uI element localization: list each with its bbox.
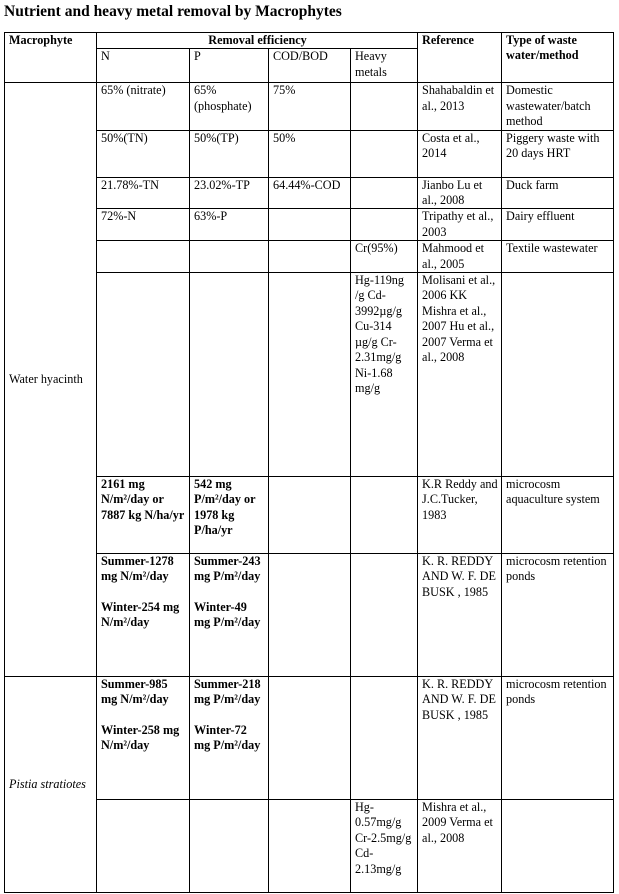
- cell-reference: Jianbo Lu et al., 2008: [418, 177, 502, 209]
- subheader-heavy-metals: Heavy metals: [351, 49, 418, 83]
- cell-type: [502, 800, 614, 893]
- summer-value: Summer-243 mg P/m²/day: [194, 554, 261, 584]
- cell-cod: 75%: [269, 83, 351, 130]
- cell-cod: [269, 800, 351, 893]
- cell-cod: 64.44%-COD: [269, 177, 351, 209]
- cell-cod: [269, 554, 351, 677]
- cell-p: 65% (phosphate): [190, 83, 269, 130]
- summer-value: Summer-985 mg N/m²/day: [101, 677, 169, 707]
- group-water-hyacinth: Water hyacinth: [5, 83, 97, 677]
- cell-p: 542 mg P/m²/day or 1978 kg P/ha/yr: [190, 477, 269, 554]
- cell-p: [190, 677, 269, 800]
- document-title: Nutrient and heavy metal removal by Macrophytes: [4, 3, 342, 20]
- cell-heavy: Hg-119ng /g Cd-3992µg/g Cu-314 µg/g Cr-2.31mg/g Ni-1.68 mg/g: [351, 273, 418, 477]
- cell-type: Piggery waste with 20 days HRT: [502, 130, 614, 177]
- cell-heavy: [351, 554, 418, 677]
- cell-reference: K.R Reddy and J.C.Tucker, 1983: [418, 477, 502, 554]
- group-pistia-stratiotes: Pistia stratiotes: [5, 677, 97, 893]
- cell-reference: Tripathy et al., 2003: [418, 209, 502, 241]
- cell-n: [97, 554, 190, 677]
- cell-reference: Costa et al., 2014: [418, 130, 502, 177]
- cell-p: [190, 800, 269, 893]
- table-row: [5, 477, 614, 554]
- header-macrophyte: Macrophyte: [5, 33, 97, 83]
- cell-type: microcosm retention ponds: [502, 677, 614, 800]
- cell-n: 21.78%-TN: [97, 177, 190, 209]
- cell-type: microcosm aquaculture system: [502, 477, 614, 554]
- cell-n: 72%-N: [97, 209, 190, 241]
- cell-type: Dairy effluent: [502, 209, 614, 241]
- cell-p: [190, 554, 269, 677]
- subheader-p: P: [190, 49, 269, 83]
- cell-heavy: [351, 477, 418, 554]
- table-row: [5, 677, 614, 800]
- table-row: [5, 209, 614, 241]
- cell-n: 50%(TN): [97, 130, 190, 177]
- cell-p: 50%(TP): [190, 130, 269, 177]
- cell-reference: Mishra et al., 2009 Verma et al., 2008: [418, 800, 502, 893]
- cell-n: 65% (nitrate): [97, 83, 190, 130]
- winter-value: Winter-72 mg P/m²/day: [194, 722, 261, 753]
- cell-n: [97, 800, 190, 893]
- cell-n: [97, 273, 190, 477]
- cell-type: Textile wastewater: [502, 241, 614, 273]
- cell-n: [97, 241, 190, 273]
- cell-n: 2161 mg N/m²/day or 7887 kg N/ha/yr: [97, 477, 190, 554]
- macrophyte-removal-table: [4, 32, 614, 893]
- cell-p: 63%-P: [190, 209, 269, 241]
- winter-value: Winter-49 mg P/m²/day: [194, 599, 261, 630]
- cell-p: 23.02%-TP: [190, 177, 269, 209]
- cell-heavy: Cr(95%): [351, 241, 418, 273]
- table-row: [5, 130, 614, 177]
- cell-cod: [269, 273, 351, 477]
- cell-cod: [269, 209, 351, 241]
- cell-cod: [269, 477, 351, 554]
- winter-value: Winter-254 mg N/m²/day: [101, 599, 180, 630]
- cell-cod: [269, 241, 351, 273]
- table-row: [5, 273, 614, 477]
- cell-heavy: [351, 677, 418, 800]
- cell-reference: Molisani et al., 2006 KK Mishra et al., 2007 Hu et al., 2007 Verma et al., 2008: [418, 273, 502, 477]
- cell-p: [190, 241, 269, 273]
- cell-heavy: [351, 209, 418, 241]
- cell-type: Duck farm: [502, 177, 614, 209]
- subheader-n: N: [97, 49, 190, 83]
- header-type-of-waste: Type of waste water/method: [502, 33, 614, 83]
- header-row: [5, 33, 614, 49]
- cell-cod: [269, 677, 351, 800]
- summer-value: Summer-218 mg P/m²/day: [194, 677, 261, 707]
- cell-type: [502, 273, 614, 477]
- table-row: [5, 554, 614, 677]
- summer-value: Summer-1278 mg N/m²/day: [101, 554, 174, 584]
- cell-reference: Mahmood et al., 2005: [418, 241, 502, 273]
- subheader-cod-bod: COD/BOD: [269, 49, 351, 83]
- cell-heavy: Hg-0.57mg/g Cr-2.5mg/g Cd-2.13mg/g: [351, 800, 418, 893]
- header-removal-efficiency: Removal efficiency: [97, 33, 418, 49]
- cell-type: Domestic wastewater/batch method: [502, 83, 614, 130]
- cell-type: microcosm retention ponds: [502, 554, 614, 677]
- cell-cod: 50%: [269, 130, 351, 177]
- cell-heavy: [351, 83, 418, 130]
- header-reference: Reference: [418, 33, 502, 83]
- cell-heavy: [351, 177, 418, 209]
- table-row: [5, 800, 614, 893]
- table-row: [5, 241, 614, 273]
- cell-n: [97, 677, 190, 800]
- cell-heavy: [351, 130, 418, 177]
- cell-p: [190, 273, 269, 477]
- winter-value: Winter-258 mg N/m²/day: [101, 722, 180, 753]
- cell-reference: K. R. REDDY AND W. F. DE BUSK , 1985: [418, 677, 502, 800]
- table-row: [5, 83, 614, 130]
- table-row: [5, 177, 614, 209]
- cell-reference: K. R. REDDY AND W. F. DE BUSK , 1985: [418, 554, 502, 677]
- cell-reference: Shahabaldin et al., 2013: [418, 83, 502, 130]
